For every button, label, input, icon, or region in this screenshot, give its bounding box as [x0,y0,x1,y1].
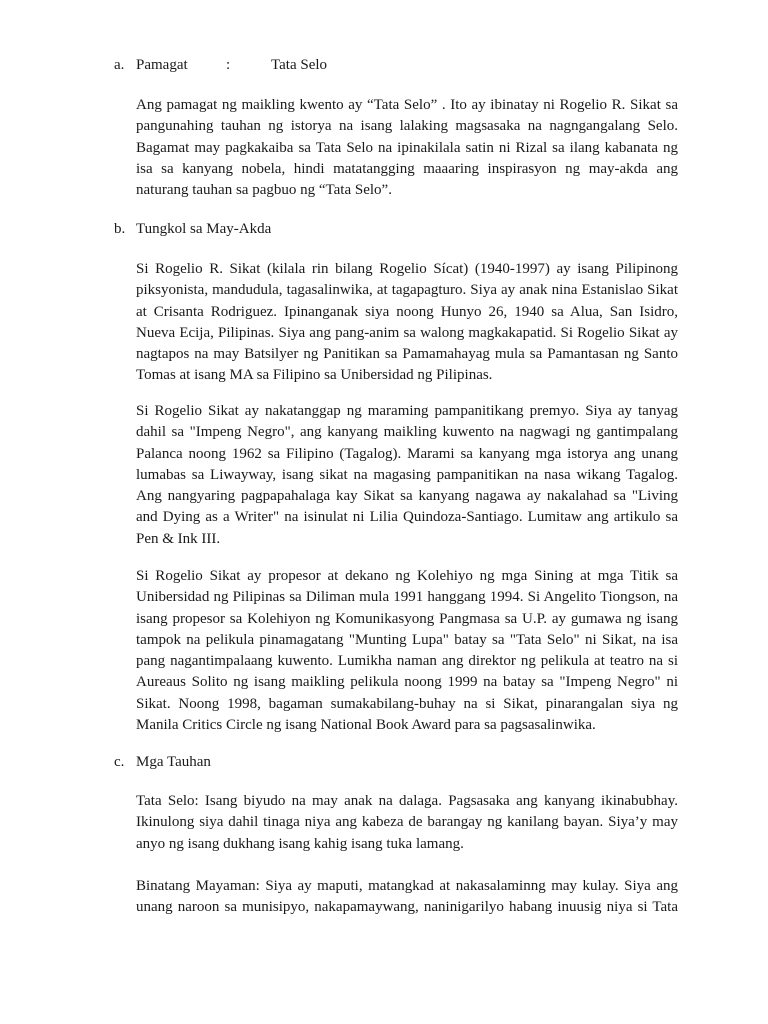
section-label: Mga Tauhan [136,754,211,770]
paragraph: Si Rogelio R. Sikat (kilala rin bilang Rogelio Sícat) (1940-1997) ay isang Pilipinong piksyonista, mandudula, tagasalinwika, at tagapagturo. Siya ay anak nina Estanislao Sikat at Crisanta Rodriguez. Ipinanganak siya noong Hunyo 26, 1940 sa Alua, San Isidro, Nueva Ecija, Pilipinas. Siya ang pang-anim sa walong magkakapatid. Si Rogelio Sikat ay nagtapos na may Batsilyer ng Panitikan sa Pamamahayag mula sa Pamantasan ng Santo Tomas at isang MA sa Filipino sa Unibersidad ng Pilipinas. [136,261,678,384]
section-label: Tungkol sa May-Akda [136,221,272,237]
section-marker: c. [114,754,125,770]
paragraph: Ang pamagat ng maikling kwento ay “Tata Selo” . Ito ay ibinatay ni Rogelio R. Sikat sa pangunahing tauhan ng istorya na isang lalaking magsasaka na nagngangalang Selo. Bagamat may pagkakaiba sa Tata Selo na ipinakilala satin ni Rizal sa ilang kabanata ng isa sa kanyang nobela, hindi matatangging maaaring inspirasyon ng may-akda ang naturang tauhan sa pagbuo ng “Tata Selo”. [136,97,678,199]
section-marker: a. [114,57,125,73]
paragraph: Si Rogelio Sikat ay propesor at dekano ng Kolehiyo ng mga Sining at mga Titik sa Unibersidad ng Pilipinas sa Diliman mula 1991 hanggang 1994. Si Angelito Tiongson, na isang propesor sa Kolehiyon ng Komunikasyong Pangmasa sa U.P. ay gumawa ng isang tampok na pelikula pinamagatang "Munting Lupa" batay sa "Tata Selo" ni Sikat, na isa pang nagantimpalaang kuwento. Lumikha naman ang direktor ng pelikula at teatro na si Aureaus Solito ng isang maikling pelikula noong 1999 na batay sa "Impeng Negro" ni Sikat. Noong 1998, bagaman sumakabilang-buhay na si Sikat, pinarangalan siya ng Manila Critics Circle ng isang National Book Award para sa pagsasalinwika. [136,568,678,734]
section-label: Pamagat [136,57,188,73]
paragraph: Tata Selo: Isang biyudo na may anak na dalaga. Pagsasaka ang kanyang ikinabubhay. Ikinulong siya dahil tinaga niya ang kabeza de barangay ng kanilang bayan. Siya’y may anyo ng isang dukhang isang kahig isang tuka lamang. [136,793,678,852]
paragraph: Binatang Mayaman: Siya ay maputi, matangkad at nakasalaminng may kulay. Siya ang unang naroon sa munisipyo, nakapamaywang, naninigarilyo habang inuusig niya si Tata [136,878,678,916]
section-marker: b. [114,221,126,237]
section-title-value: Tata Selo [271,57,328,73]
section-colon: : [226,57,231,73]
paragraph: Si Rogelio Sikat ay nakatanggap ng maraming pampanitikang premyo. Siya ay tanyag dahil sa "Impeng Negro", ang kanyang maikling kuwento na nagwagi ng gantimpalang Palanca noong 1962 sa Filipino (Tagalog). Marami sa kanyang mga istorya ang unang lumabas sa Liwayway, isang sikat na magasing pampanitikan na nasa wikang Tagalog. Ang nangyaring pagpapahalaga kay Sikat sa kanyang nagawa ay nakalahad sa "Living and Dying as a Writer" na isinulat ni Lilia Quindoza-Santiago. Lumitaw ang artikulo sa Pen & Ink III. [136,403,678,547]
